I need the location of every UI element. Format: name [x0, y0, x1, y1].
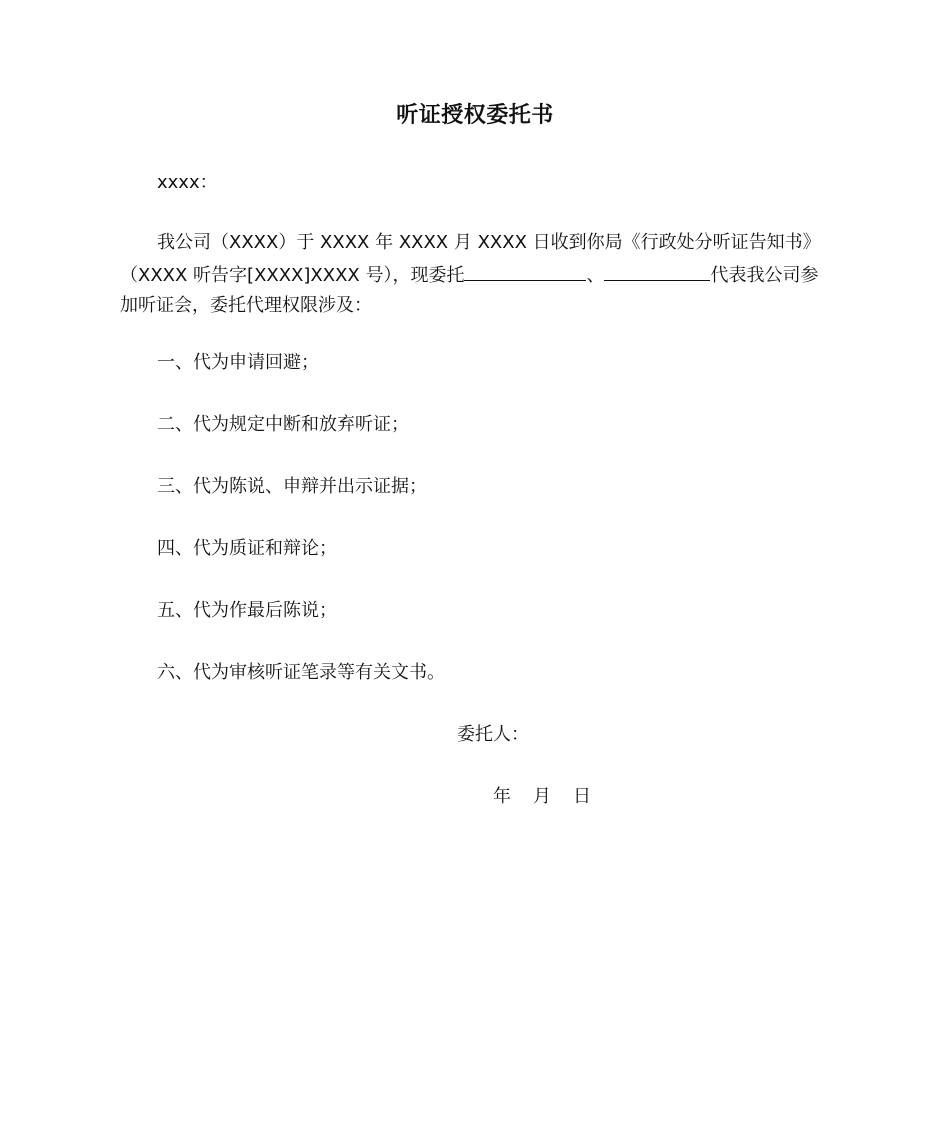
authority-item-3: 三、代为陈说、申辩并出示证据；: [157, 476, 427, 497]
authority-item-4: 四、代为质证和辩论；: [157, 538, 337, 559]
date-year-label: 年: [493, 786, 511, 807]
authority-item-1: 一、代为申请回避；: [157, 352, 319, 373]
authority-item-6: 六、代为审核听证笔录等有关文书。: [157, 662, 445, 683]
paragraph-row-1: 我公司（XXXX）于 XXXX 年 XXXX 月 XXXX 日收到你局《行政处分听证告知书》: [157, 232, 821, 253]
principal-label: 委托人：: [457, 724, 529, 745]
paragraph-row-2: [120, 258, 832, 291]
agent-name-blank-1: [464, 258, 586, 281]
paragraph-row-2-text-a: （XXXX 听告字[XXXX]XXXX 号），现委托: [120, 265, 465, 286]
authority-item-2: 二、代为规定中断和放弃听证；: [157, 414, 409, 435]
date-month-label: 月: [533, 786, 551, 807]
paragraph-row-2-text-b: 代表我公司参: [710, 265, 819, 286]
main-paragraph: [120, 228, 832, 321]
paragraph-row-3: 加听证会，委托代理权限涉及：: [120, 295, 372, 316]
signature-date: [493, 782, 591, 812]
document-title: 听证授权委托书: [396, 103, 554, 128]
salutation: xxxx：: [157, 172, 218, 193]
paragraph-row-2-separator: 、: [586, 265, 605, 286]
agent-name-blank-2: [604, 258, 710, 281]
authority-item-5: 五、代为作最后陈说；: [157, 600, 337, 621]
date-day-label: 日: [573, 786, 591, 807]
